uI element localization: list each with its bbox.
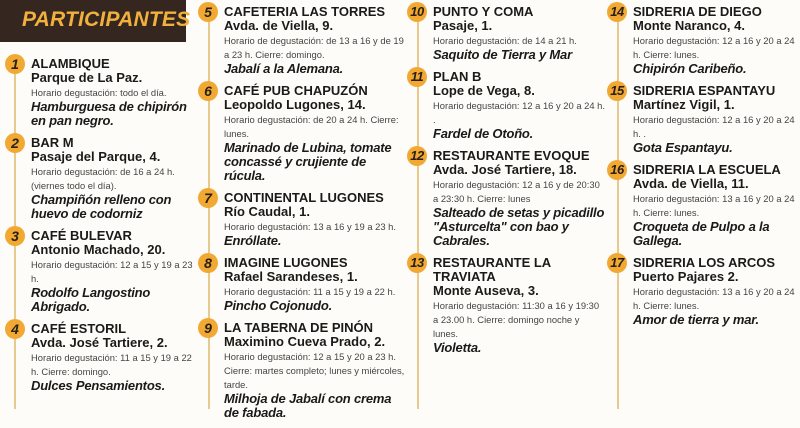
dish-name: Violetta.: [433, 340, 482, 355]
venue-name: SIDRERIA DE DIEGO: [633, 4, 762, 19]
participant-entry: [410, 255, 605, 355]
number-badge: 8: [198, 253, 218, 273]
number-badge: 13: [407, 253, 427, 273]
tasting-hours: Horario degustación: 11 a 15 y 19 a 22 h. Cierre: domingo.: [31, 352, 192, 377]
number-badge: 5: [198, 2, 218, 22]
dish-name: Jabalí a la Alemana.: [224, 61, 344, 76]
dish-name: Amor de tierra y mar.: [633, 312, 759, 327]
tasting-hours: Horario degustación: 12 a 16 y 20 a 24 h. .: [433, 100, 605, 125]
dish-name: Pincho Cojonudo.: [224, 298, 333, 313]
venue-address: Río Caudal, 1.: [224, 204, 310, 219]
venue-name: CAFETERIA LAS TORRES: [224, 4, 386, 19]
tasting-hours: Horario degustación: 12 a 15 y 20 a 23 h. Cierre: martes completo; lunes y miércoles, tarde.: [224, 351, 405, 390]
venue-name: SIDRERIA LA ESCUELA: [633, 162, 781, 177]
venue-name: ALAMBIQUE: [31, 56, 110, 71]
tasting-hours: Horario degustación: 13 a 16 y 20 a 24 h. Cierre: lunes.: [633, 193, 795, 218]
tasting-hours: Horario degustación: 13 a 16 y 19 a 23 h.: [224, 221, 396, 232]
venue-name: CAFÉ ESTORIL: [31, 321, 127, 336]
number-badge: 17: [607, 253, 627, 273]
venue-name: RESTAURANTE EVOQUE: [433, 148, 590, 163]
number-badge: 16: [607, 160, 627, 180]
venue-name: IMAGINE LUGONES: [224, 255, 348, 270]
number-badge: 11: [407, 67, 427, 87]
number-badge: 14: [607, 2, 627, 22]
venue-address: Martínez Vigil, 1.: [633, 97, 735, 112]
participant-entry: [610, 162, 800, 248]
venue-name: LA TABERNA DE PINÓN: [224, 320, 374, 335]
participant-entry: [410, 148, 605, 248]
participant-column: [410, 4, 605, 363]
venue-address: Avda. José Tartiere, 2.: [31, 335, 168, 350]
dish-name: Marinado de Lubina, tomate concassé y crujiente de rúcula.: [224, 140, 392, 183]
number-badge: 15: [607, 81, 627, 101]
dish-name: Hamburguesa de chipirón en pan negro.: [31, 99, 187, 128]
participant-entry: [11, 228, 198, 314]
number-badge: 12: [407, 146, 427, 166]
participant-entry: [410, 4, 605, 62]
venue-address: Pasaje del Parque, 4.: [31, 149, 161, 164]
participant-column: [204, 4, 405, 428]
venue-name: CAFÉ BULEVAR: [31, 228, 132, 243]
dish-name: Enróllate.: [224, 233, 282, 248]
venue-address: Rafael Sarandeses, 1.: [224, 269, 358, 284]
venue-name: CONTINENTAL LUGONES: [224, 190, 384, 205]
tasting-hours: Horario degustación: 13 a 16 y 20 a 24 h. Cierre: lunes.: [633, 286, 795, 311]
tasting-hours: Horario degustación: 12 a 16 y 20 a 24 h. Cierre: lunes.: [633, 35, 795, 60]
venue-name: CAFÉ PUB CHAPUZÓN: [224, 83, 368, 98]
venue-address: Pasaje, 1.: [433, 18, 493, 33]
number-badge: 7: [198, 188, 218, 208]
venue-address: Leopoldo Lugones, 14.: [224, 97, 366, 112]
tasting-hours: Horario degustación: de 16 a 24 h. (viernes todo el día).: [31, 166, 175, 191]
dish-name: Fardel de Otoño.: [433, 126, 534, 141]
venue-name: SIDRERIA ESPANTAYU: [633, 83, 776, 98]
venue-name: BAR M: [31, 135, 74, 150]
venue-address: Avda. de Viella, 11.: [633, 176, 749, 191]
participant-entry: [204, 255, 405, 313]
number-badge: 1: [5, 54, 25, 74]
venue-name: PLAN B: [433, 69, 482, 84]
participant-entry: [610, 255, 800, 327]
participant-entry: [204, 83, 405, 183]
dish-name: Salteado de setas y picadillo "Asturcelta" con bao y Cabrales.: [433, 205, 605, 248]
participant-entry: [204, 320, 405, 420]
timeline-line: [617, 10, 619, 409]
tasting-hours: Horario degustación: de 14 a 21 h.: [433, 35, 577, 46]
dish-name: Chipirón Caribeño.: [633, 61, 747, 76]
venue-name: RESTAURANTE LA TRAVIATA: [433, 255, 551, 284]
participant-column: [11, 56, 198, 401]
dish-name: Gota Espantayu.: [633, 140, 733, 155]
tasting-hours: Horario degustación: 12 a 15 y 19 a 23 h.: [31, 259, 193, 284]
section-header: [0, 0, 191, 42]
number-badge: 9: [198, 318, 218, 338]
number-badge: 10: [407, 2, 427, 22]
participant-entry: [11, 56, 198, 128]
venue-address: Avda. de Viella, 9.: [224, 18, 334, 33]
number-badge: 3: [5, 226, 25, 246]
tasting-hours: Horario degustación: 12 a 16 y 20 a 24 h. .: [633, 114, 795, 139]
participant-entry: [410, 69, 605, 141]
number-badge: 6: [198, 81, 218, 101]
venue-address: Avda. José Tartiere, 18.: [433, 162, 577, 177]
venue-address: Maximino Cueva Prado, 2.: [224, 334, 386, 349]
venue-address: Monte Naranco, 4.: [633, 18, 745, 33]
venue-address: Monte Auseva, 3.: [433, 283, 539, 298]
dish-name: Dulces Pensamientos.: [31, 378, 165, 393]
timeline-line: [208, 10, 210, 409]
participant-entry: [11, 321, 198, 393]
dish-name: Croqueta de Pulpo a la Gallega.: [633, 219, 770, 248]
venue-address: Puerto Pajares 2.: [633, 269, 739, 284]
dish-name: Rodolfo Langostino Abrigado.: [31, 285, 151, 314]
section-title: PARTICIPANTES: [22, 8, 191, 31]
venue-address: Lope de Vega, 8.: [433, 83, 535, 98]
number-badge: 2: [5, 133, 25, 153]
dish-name: Milhoja de Jabalí con crema de fabada.: [224, 391, 392, 420]
participant-entry: [204, 190, 405, 248]
tasting-hours: Horario degustación: 11:30 a 16 y 19:30 a 23.00 h. Cierre: domingo noche y lunes.: [433, 300, 600, 339]
tasting-hours: Horario degustación: 12 a 16 y de 20:30 a 23:30 h. Cierre: lunes: [433, 179, 600, 204]
tasting-hours: Horario degustación: de 20 a 24 h. Cierre: lunes.: [224, 114, 399, 139]
participant-entry: [610, 4, 800, 76]
venue-name: SIDRERIA LOS ARCOS: [633, 255, 776, 270]
tasting-hours: Horario degustación: 11 a 15 y 19 a 22 h.: [224, 286, 396, 297]
venue-address: Parque de La Paz.: [31, 70, 143, 85]
tasting-hours: Horario degustación: todo el día.: [31, 87, 167, 98]
dish-name: Champiñón relleno con huevo de codorniz: [31, 192, 172, 221]
participant-entry: [610, 83, 800, 155]
tasting-hours: Horario de degustación: de 13 a 16 y de 19 a 23 h. Cierre: domingo.: [224, 35, 404, 60]
dish-name: Saquito de Tierra y Mar: [433, 47, 572, 62]
venue-address: Antonio Machado, 20.: [31, 242, 166, 257]
participant-entry: [11, 135, 198, 221]
venue-name: PUNTO Y COMA: [433, 4, 534, 19]
number-badge: 4: [5, 319, 25, 339]
participant-column: [610, 4, 800, 335]
participant-entry: [204, 4, 405, 76]
